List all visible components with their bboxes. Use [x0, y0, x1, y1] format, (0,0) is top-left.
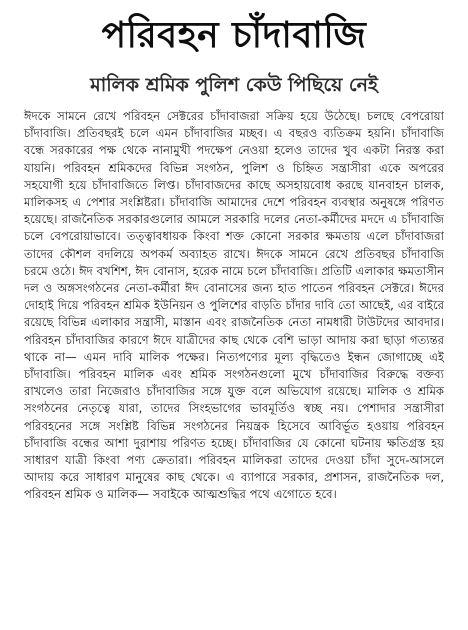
article-body: ঈদকে সামনে রেখে পরিবহন সেক্টরের চাঁদাবাজরা সক্রিয় হয়ে উঠেছে। চলছে বেপরোয়া চাঁদাবাজি। প্রতিবছরই চলে এমন চাঁদাবাজির মচ্ছব। এ বছরও ব্যতিক্রম হয়নি। চাঁদাবাজি বন্ধে সরকারের পক্ষ থেকে নানামুখী পদক্ষেপ নেওয়া হলেও তাদের খুব একটা নিরস্ত করা যায়নি। পরিবহন শ্রমিকদের বিভিন্ন সংগঠন, পুলিশ ও চিহ্নিত সন্ত্রাসীরা একে অপরের সহযোগী হয়ে চাঁদাবাজিতে লিপ্ত। চাঁদাবাজদের কাছে অসহায়বোধ করছে যানবাহন চালক, মালিকসহ এ পেশার সংশ্লিষ্টরা। চাঁদাবাজি আমাদের দেশে পরিবহন ব্যবস্থার অনুষঙ্গে পরিণত হয়েছে। রাজনৈতিক সরকারগুলোর আমলে সরকারি দলের নেতা-কর্মীদের মদদে এ চাঁদাবাজি চলে বেপরোয়াভাবে। তত্ত্বাবধায়ক কিংবা শক্ত কোনো সরকার ক্ষমতায় এলে চাঁদাবাজরা তাদের কৌশল বদলিয়ে অপকর্ম অব্যাহত রাখে। ঈদকে সামনে রেখে প্রতিবছর চাঁদাবাজি চরমে ওঠে। ঈদ বখশিশ, ঈদ বোনাস, হরেক নামে চলে চাঁদাবাজি। প্রতিটি এলাকার ক্ষমতাসীন দল ও অঙ্গসংগঠনের নেতা-কর্মীরা ঈদ বোনাসের জন্য হাত পাতেন পরিবহন সেক্টরে। ঈদের দোহাই দিয়ে পরিবহন শ্রমিক ইউনিয়ন ও পুলিশের বাড়তি চাঁদার দাবি তো আছেই, এর বাইরে রয়েছে বিভিন্ন এলাকার সন্ত্রাসী, মাস্তান এবং রাজনৈতিক নেতা নামধারী টাউটদের আবদার। পরিবহন চাঁদাবাজির কারণে ঈদে যাত্রীদের কাছ থেকে বেশি ভাড়া আদায় করা ছাড়া গত্যন্তর থাকে না— এমন দাবি মালিক পক্ষের। নিত্যপণ্যের মূল্য বৃদ্ধিতেও ইন্ধন জোগাচ্ছে এই চাঁদাবাজি। পরিবহন মালিক এবং শ্রমিক সংগঠনগুলো মুখে চাঁদাবাজির বিরুদ্ধে বক্তব্য রাখলেও তারা নিজেরাও চাঁদাবাজির সঙ্গে যুক্ত বলে অভিযোগ রয়েছে। মালিক ও শ্রমিক সংগঠনের নেতৃত্বে যারা, তাদের সিংহভাগের ভাবমূর্তিও স্বচ্ছ নয়। পেশাদার সন্ত্রাসীরা পরিবহনের সঙ্গে সংশ্লিষ্ট বিভিন্ন সংগঠনের নিয়ন্ত্রক হিসেবে আবির্ভূত হওয়ায় পরিবহন চাঁদাবাজি বন্ধের আশা দুরাশায় পরিণত হচ্ছে। চাঁদাবাজির যে কোনো ঘটনায় ক্ষতিগ্রস্ত হয় সাধারণ যাত্রী কিংবা পণ্য ক্রেতারা। পরিবহন মালিকরা তাদের দেওয়া চাঁদা সুদে-আসলে আদায় করে সাধারণ মানুষের কাছ থেকে। এ ব্যাপারে সরকার, প্রশাসন, রাজনৈতিক দল, পরিবহন শ্রমিক ও মালিক— সবাইকে আত্মশুদ্ধির পথে এগোতে হবে।	[24, 109, 444, 502]
article-headline: পরিবহন চাঁদাবাজি	[101, 15, 367, 56]
article-subheadline: মালিক শ্রমিক পুলিশ কেউ পিছিয়ে নেই	[90, 74, 378, 96]
